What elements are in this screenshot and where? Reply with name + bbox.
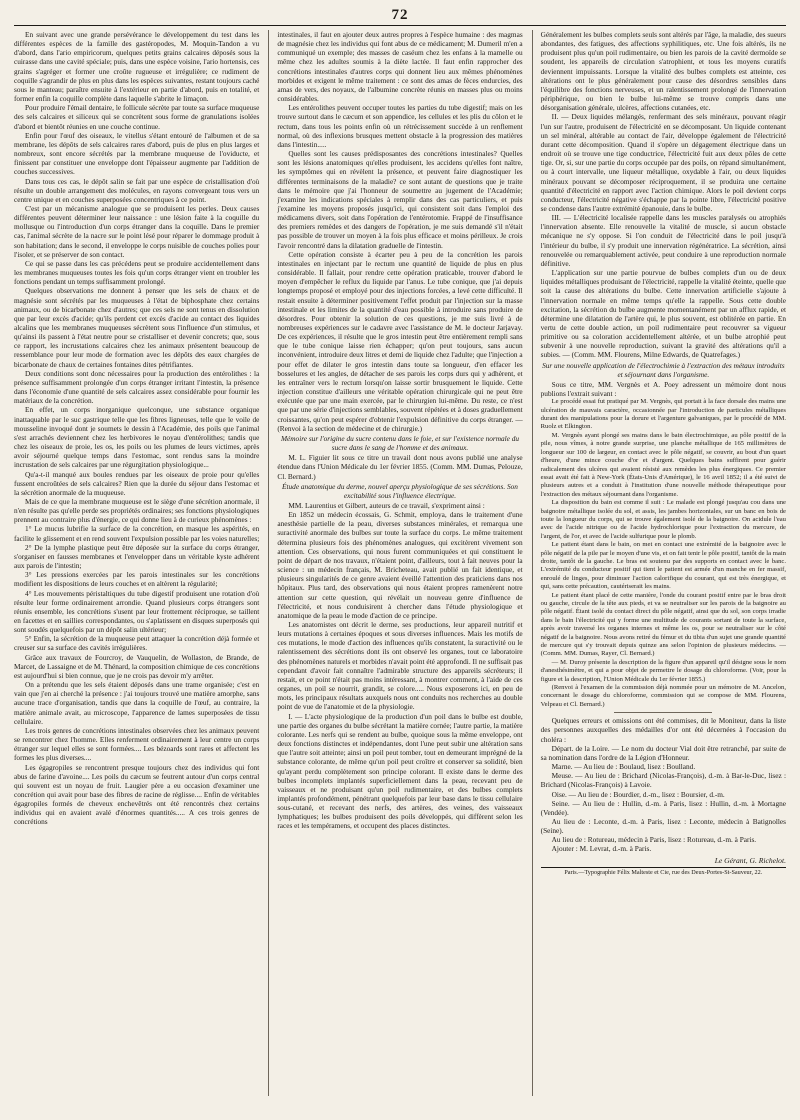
list-item: Oise. — Au lieu de : Bourdier, d.-m., lisez : Boursier, d.-m. bbox=[551, 789, 725, 799]
paragraph: Cette opération consiste à écarter peu à peu de la concrétion les parois intestinales en injectant par le rectum une quantité de liquide de plus en plus considérable. Il fallait, pour rendre cette opération praticable, trouver d'abord le moyen d'empêcher le reflux du liquide par l'anus. Le tube conique, que j'ai depuis longtemps proposé et employé pour des injections forcées, a levé cette difficulté. Il restait ensuite à déterminer positivement l'effet produit par l'injection sur la masse intestinale et les limites de la quantité d'eau possible à introduire sans produire de désordres. Pour obtenir la solution de ces questions, je me suis livré à de nombreuses expériences sur le cadavre avec l'assistance de M. le docteur Jarjavay. De ces expériences, il résulte que le gros intestin peut être entièrement rempli sans que le tube conique laisse rien échapper; qu'on peut toujours, sans aucun inconvénient, introduire deux litres et demi de liquide chez l'adulte; que l'injection a pour effet de dilater le gros intestin dans toute sa longueur, d'en effacer les bosselures et les angles, de détacher de ses parois les corps durs qui y adhèrent, et les entraîner vers le rectum lorsqu'on laisse sortir brusquement le liquide. Cette injection constitue d'ailleurs une véritable opération chirurgicale qui ne peut être exécutée que par une main exercée, par le chirurgien lui-même. Du reste, ce n'est que par une série d'injections semblables, souvent répétées et à doses graduellement croissantes, qu'on peut espérer d'obtenir l'expulsion définitive du corps étranger. — (Renvoi à la section de médecine et de chirurgie.) bbox=[277, 249, 523, 433]
paragraph: Mais de ce que la membrane muqueuse est le siège d'une sécrétion anormale, il n'en résulte pas qu'elle perde ses propriétés ordinaires; ses fonctions physiologiques prennent au contraire plus d'énergie, ce qui donne lieu à de curieux phénomènes : bbox=[14, 496, 260, 525]
top-rule bbox=[14, 25, 786, 26]
section-heading: Sur une nouvelle application de l'électrochimie à l'extraction des métaux introduits et séjournant dans l'organisme. bbox=[542, 360, 785, 379]
paragraph: En suivant avec une grande persévérance le développement du test dans les différentes espèces de la famille des gastéropodes, M. Moquin-Tandon a vu d'abord, dans l'ario empiricorum, quelques petits grains calcaires déposés sous la cuirasse dans une cavité spéciale; puis, dans une espèce voisine, l'ario hortensis, ces grains s'agréger et former une croûte rugueuse et irrégulière; ce rudiment de coquille s'agrandir de plus en plus dans les espèces suivantes, restant toujours caché sous le manteau; paraître ensuite à l'extérieur en partie d'abord, puis en totalité, et former enfin la coquille complète dans laquelle s'abrite le limaçon. bbox=[14, 30, 260, 104]
column-1 bbox=[14, 30, 259, 1096]
paragraph: 1° Le mucus lubrifie la surface de la concrétion, en masque les aspérités, en facilite le glissement et en rend souvent l'expulsion possible par les voies naturelles; bbox=[14, 524, 260, 543]
paragraph: Les anatomistes ont décrit le derme, ses productions, leur appareil nutritif et leurs mutations à certaines époques et sous diverses influences. Mais les motifs de ces mutations, le mode d'action des influences qu'ils constatent, la suractivité ou le ralentissement des sécrétions dont ils ont observé les organes, tout ce laboratoire des phénomènes naturels et morbides n'avait point été approfondi. Il ne suffisait pas cependant d'avoir fait connaître l'admirable structure des appareils sécréteurs; il restait, et ce point n'était pas moins intéressant, à montrer comment, à l'aide de ces organes, un poil se nourrit, grandit, se colore..... Nous exposerons ici, en peu de mots, les principaux résultats auxquels nous ont conduits nos recherches au double point de vue de l'anatomie et de la physiologie. bbox=[277, 620, 523, 712]
paragraph: 2° De la lymphe plastique peut être déposée sur la surface du corps étranger, s'organiser en fausses membranes et l'envelopper dans un véritable kyste adhérent aux parois de l'intestin; bbox=[14, 542, 260, 571]
paragraph: Quelques observations me donnent à penser que les sels de chaux et de magnésie sont sécrétés par les muqueuses à l'état de biphosphate chez certains animaux, ou de bicarbonate chez d'autres; que ces sels ne sont tenus en dissolution que par leur excès d'acide; qu'ils perdent cet excès d'acide au contact des liquides alcalins que les membranes muqueuses sécrètent sous l'influence d'un stimulus, et qu'ainsi ils passent à l'état neutre pour se cristalliser et devenir concrets; que, sous ce rapport, les incrustations calcaires chez les animaux présentent beaucoup de ressemblance pour leur mode de formation avec les dépôts des eaux chargées de bicarbonate de chaux de certaines fontaines dites pétrifiantes. bbox=[14, 286, 260, 369]
paragraph: Généralement les bulbes complets seuls sont altérés par l'âge, la maladie, des sueurs abondantes, des fatigues, des affections syphilitiques, etc. Une fois altérés, ils ne produisent plus qu'un poil rudimentaire, ou bien les parois de la cavité dermoïde se soudent, les appareils de circulation s'atrophient, et tous les moyens curatifs deviennent impuissants. Lorsque la vitalité des bulbes complets est atteinte, ces altérations ont le plus généralement pour cause des désordres sensibles dans l'équilibre des fonctions nerveuses, et un ralentissement prolongé de l'innervation périphérique, ou bien le bulbe lui-même se trouve compris dans une désorganisation générale, ulcères, affections cutanées, etc. bbox=[540, 30, 786, 113]
paragraph: II. — Deux liquides mélangés, renfermant des sels minéraux, pouvant réagir l'un sur l'autre, produisent de l'électricité en se décomposant. Un liquide contenant un sel minéral, altérable au contact de l'air, développe également de l'électricité durant cette décomposition. Quand il s'opère un dégagement électrique dans un endroit où se trouve une tige conductrice, l'électricité fuit aux deux pôles de cette tige. Or, si, sur une partie du corps occupée par des poils, on répand simultanément, ou à court intervalle, une liqueur métallique, oxydable à l'air, ou deux liquides minéraux pouvant se décomposer réciproquement, il se produira une certaine quantité d'électricité en rapport avec l'action chimique. Alors le poil devient corps conducteur, l'électricité négative s'échappe par la pointe libre, l'électricité positive se condense dans l'autre extrémité épanouie, dans le bulbe. bbox=[540, 112, 786, 213]
corrections-list bbox=[541, 744, 786, 854]
paragraph: Enfin pour l'œuf des oiseaux, le vitellus s'étant entouré de l'albumen et de sa membrane, les dépôts de sels calcaires rares d'abord, puis de plus en plus larges et nombreux, sont encore sécrétés par la membrane muqueuse de l'oviducte, et finissent par constituer une enveloppe dont l'épaisseur augmente par l'addition de couches successives. bbox=[14, 130, 260, 177]
paragraph: 5° Enfin, la sécrétion de la muqueuse peut attaquer la concrétion déjà formée et creuser sur sa surface des cavités irrégulières. bbox=[14, 634, 260, 653]
list-item: Meuse. — Au lieu de : Brichard (Nicolas-François), d.-m. à Bar-le-Duc, lisez : Brichard (Nicolas-François) à Lavoie. bbox=[540, 771, 786, 790]
paragraph: Deux conditions sont donc nécessaires pour la production des entérolithes : la présence suffisamment prolongée d'un corps étranger irritant l'intestin, la présence dans l'économie d'une quantité de sels calcaires assez considérable pour fournir les matériaux de la concrétion. bbox=[14, 368, 260, 406]
paragraph: M. L. Figuier lit sous ce titre un travail dont nous avons publié une analyse étendue dans l'Union Médicale du 1er février 1855. (Comm. MM. Dumas, Pelouze, Cl. Bernard.) bbox=[277, 453, 523, 481]
paragraph: On a prétendu que les sels étaient déposés dans une trame organisée; c'est en vain que j'en ai cherché la présence : j'ai toujours trouvé une matière amorphe, sans aucune trace d'organisation, tandis que dans la coquille de l'œuf, au contraire, la matière animale avait, au microscope, l'apparence de lames superposées de tissu cellulaire. bbox=[14, 680, 260, 726]
paragraph: M. Vergnès ayant plongé ses mains dans le bain électrochimique, au pôle positif de la pile, nous vîmes, à notre grande surprise, une planche métallique de 165 millimètres de longueur sur 100 de largeur, en contact avec le pôle négatif, se couvrir, au bout d'un quart d'heure, d'une mince couche d'or et d'argent. Quelques bains suffirent pour guérir radicalement des ulcères qui avaient résisté aux remèdes les plus énergiques. Ce premier essai avait été fait à New-York (États-Unis d'Amérique), le 16 avril 1852; il a été suivi de plusieurs autres et a conduit à l'institution d'une nouvelle méthode thérapeutique pour l'extraction des métaux séjournant dans l'organisme. bbox=[540, 431, 786, 498]
list-item: Seine. — Au lieu de : Hullin, d.-m. à Paris, lisez : Hullin, d.-m. à Mortagne (Vendée). bbox=[540, 798, 786, 817]
paragraph: Ce qui se passe dans les cas précédens peut se produire accidentellement dans les membranes muqueuses toutes les fois qu'un corps étranger vient en troubler les fonctions pendant un temps suffisamment prolongé. bbox=[14, 258, 260, 287]
paragraph: Quelles sont les causes prédisposantes des concrétions intestinales? Quelles sont les lésions anatomiques qu'elles produisent, les accidens qu'elles font naître, les symptômes qui en révèlent la présence, et peuvent faire diagnostiquer les différentes terminaisons de la maladie? ce sont autant de questions que je traite dans le mémoire que j'ai l'honneur de soumettre au jugement de l'Académie; j'examine les indications spéciales à remplir dans des cas particuliers, et puis j'examine les moyens proposés jusqu'ici, qui consistent soit dans l'emploi des médicamens divers, soit dans l'opération de l'entérotomie. Frappé de l'insuffisance des premiers remèdes et des dangers de l'opération, je me suis demandé s'il n'était pas possible de trouver un moyen à la fois plus efficace et moins périlleux. Je crois l'avoir rencontré dans la dilatation graduelle de l'intestin. bbox=[277, 149, 523, 250]
paragraph: Sous ce titre, MM. Vergnès et A. Poey adressent un mémoire dont nous publions l'extrait suivant : bbox=[540, 379, 786, 399]
page-number: 72 bbox=[391, 7, 409, 23]
paragraph: En 1852 un médecin écossais, G. Schmit, employa, dans le traitement d'une anesthésie partielle de la peau, diverses substances minérales, et remarqua une suractivité anormale des bulbes sur toute la surface du corps. Le même traitement détermina plusieurs fois des phénomènes analogues, qui excitèrent vivement son attention. Ces observations, qui nous furent communiquées et qui constituent le point de départ de nos travaux, n'étaient point, d'ailleurs, tout à fait neuves pour la science : un médecin français, M. Bricheteau, avait publié un fait identique, et plusieurs singularités de ce genre avaient éveillé l'attention des praticiens dans nos hôpitaux. Plus tard, des observations qui nous étaient propres ramenèrent notre attention sur cette question, qui révélait un nouveau genre d'influence de l'électricité, et nous conduisirent à chercher dans l'étude physiologique et anatomique de la peau le mode d'action de ce principe. bbox=[277, 510, 523, 620]
footer-rule bbox=[541, 867, 786, 868]
paragraph: Le patient étant placé de cette manière, l'onde du courant positif entre par le bras droit ou gauche, circule de la tête aux pieds, et va se neutraliser sur les parois de la baignoire au pôle négatif. Étant isolé du contact direct du pôle négatif, ainsi que du sol, son corps irradie dans le bain l'électricité qui y forme une multitude de courants sortant de toute la surface, après avoir traversé les organes internes et même les os, pour se neutraliser sur le côté négatif de la baignoire. Nous avons retiré du fémur et du tibia d'un sujet une grande quantité de mercure qui s'y trouvait depuis quinze ans selon l'opinion de plusieurs médecins. — (Comm. MM. Dumas, Rayer, Cl. Bernard.) bbox=[540, 591, 786, 658]
paragraph: Qu'a-t-il manqué aux boules rendues par les oiseaux de proie pour qu'elles fussent encroûtées de sels calcaires? Rien que la durée du séjour dans l'estomac et la sécrétion anormale de la muqueuse. bbox=[14, 469, 260, 497]
paragraph: C'est par un mécanisme analogue que se produisent les perles. Deux causes différentes peuvent déterminer leur naissance : une lésion faite à la coquille du mollusque ou l'introduction d'un corps étranger dans la coquille. Dans le premier cas, l'animal sécrète de la nacre sur le point lésé pour réparer le dommage produit à son habitation; dans le second, il enveloppe le corps nuisible de couches polies pour l'isoler, et se préserver de son contact. bbox=[14, 203, 260, 259]
paragraph: En effet, un corps inorganique quelconque, une substance organique inattaquable par le suc gastrique telle que les fibres ligneuses, telle que le voile de mousseline invoqué dont je soumets le dessin à l'Académie, des poils que l'animal s'est arrachés deviennent chez les herbivores le noyau d'entérolithes; tandis que chez les oiseaux de proie, les os, les poils ou les plumes de leurs victimes, après avoir séjourné quelque temps dans l'estomac, sont rendus sans la moindre incrustation de sels calcaires par une régurgitation physiologique... bbox=[14, 405, 260, 470]
paragraph: III. — L'électricité localisée rappelle dans les muscles paralysés ou atrophiés l'innervation absente. Elle renouvelle la vitalité de muscle, si aucun obstacle mécanique ne s'y oppose. Si l'on conduit de l'électricité dans le poil jusqu'à l'intérieur du bulbe, il s'y produit une innervation régénératrice. La sécrétion, ainsi renouvelée ou remarquablement activée, peut conduire à une reproduction normale définitive. bbox=[540, 213, 786, 268]
paragraph: 4° Les mouvements péristaltiques du tube digestif produisent une rotation d'où résulte leur forme ordinairement arrondie. Quand plusieurs corps étrangers sont réunis ensemble, les concrétions s'usent par leur frottement réciproque, se taillent en facettes et en saillies correspondantes, ou s'aplatissent en disques superposés qui sont soudés quelquefois par un dépôt salin ultérieur; bbox=[14, 588, 260, 635]
list-item: Marne. — Au lieu de : Boulaud, lisez : Boulland. bbox=[551, 762, 696, 772]
list-item: Au lieu de : Leconte, d.-m. à Paris, lisez : Leconte, médecin à Batignolles (Seine). bbox=[540, 817, 786, 836]
section-heading: Mémoire sur l'origine du sucre contenu dans le foie, et sur l'existence normale du sucre dans le sang de l'homme et des animaux. bbox=[280, 433, 520, 453]
section-heading: Étude anatomique du derme, nouvel aperçu physiologique de ses sécrétions. Son excitabilité sous l'influence électrique. bbox=[282, 481, 518, 500]
list-item: Au lieu de : Rotureau, médecin à Paris, lisez : Rotureau, d.-m. à Paris. bbox=[551, 835, 757, 845]
paragraph: Pour produire l'émail dentaire, le follicule sécrète par toute sa surface muqueuse des sels calcaires et siliceux qui se concrètent sous forme de granulations isolées d'abord et bientôt réunies en une couche continue. bbox=[14, 103, 260, 131]
paragraph: MM. Laurentius et Gilbert, auteurs de ce travail, s'expriment ainsi : bbox=[288, 500, 485, 510]
list-item: Ajouter : M. Levrat, d.-m. à Paris. bbox=[551, 844, 652, 854]
paragraph: Le patient étant dans le bain, on met en contact une extrémité de la baignoire avec le pôle négatif de la pile par le moyen d'une vis, et on fait tenir le pôle positif, tantôt de la main droite, tantôt de la gauche. Le bras est soutenu par des supports en contact avec le banc. L'extrémité du conducteur positif qui tient le patient est armée d'un manche en fer massif, enroulé de linges, pour diminuer l'action calorifique du courant, qui est très énergique, et qui, sans cette précaution, cautériserait les mains. bbox=[540, 541, 786, 591]
paragraph: La disposition du bain est comme il suit : Le malade est plongé jusqu'au cou dans une baignoire métallique isolée du sol, et assis, les jambes horizontales, sur un banc en bois de toute la longueur du corps, qui se trouve également isolé de la baignoire. On acidule l'eau avec de l'acide nitrique ou de l'acide hydrochlorique pour l'extraction du mercure, de l'argent, de l'or, et avec de l'acide sulfurique pour le plomb. bbox=[540, 499, 786, 540]
paragraph: Les égagropiles se rencontrent presque toujours chez des individus qui font abus de farine d'avoine.... Les poils du cæcum se feutrent autour d'un corps central qui souvent est un noyau de fruit. Laugier père a eu occasion d'examiner une concrétion qui avait pour base des fibres de racine de réglisse.... Enfin de véritables égagropiles formés de cheveux enchevêtrés ont été rencontrés chez certains individus qui en avaient avalé d'énormes quantités..... A ces trois genres de concrétions bbox=[14, 762, 260, 827]
paragraph: intestinales, il faut en ajouter deux autres propres à l'espèce humaine : des magmas de magnésie chez les individus qui font abus de ce médicament; M. Dumeril m'en a communiqué un exemple; des masses de caséum chez les enfans à la mamelle ou même chez les adultes soumis à la diète lactée. Il faut enfin rapprocher des concrétions intestinales d'autres corps qui donnent lieu aux mêmes phénomènes morbides et exigent le même traitement : ce sont des amas de fèces endurcies, des amas de vers, des noyaux, de l'albumine concrète réunis en masses plus ou moins considérables. bbox=[277, 30, 523, 104]
paragraph: (Renvoi à l'examen de la commission déjà nommée pour un mémoire de M. Ancelon, concernant le dosage du chloroforme, commission qui se compose de MM. Flourens, Velpeau et Cl. Bernard.) bbox=[540, 684, 786, 708]
paragraph: Les entérolithes peuvent occuper toutes les parties du tube digestif; mais on les trouve surtout dans le cæcum et son appendice, les cellules et les plis du côlon et le rectum, dans tous les points enfin où un rétrécissement succède à un renflement normal, où des inflexions brusques mettent obstacle à la progression des matières dans l'intestin..... bbox=[277, 103, 523, 149]
paragraph: 3° Les pressions exercées par les parois intestinales sur les concrétions modifient les dispositions de leurs couches et en altèrent la régularité; bbox=[14, 570, 260, 589]
signature: Le Gérant, G. Richelot. bbox=[714, 855, 786, 865]
list-item: Départ. de la Loire. — Le nom du docteur Vial doit être retranché, par suite de sa nomination dans l'ordre de la Légion d'Honneur. bbox=[540, 743, 786, 762]
paragraph: L'application sur une partie pourvue de bulbes complets d'un ou de deux liquides métalliques produisant de l'électricité, rappelle la vitalité éteinte, quelle que soit la cause des altérations du bulbe. Cette innervation artificielle s'ajoute à l'innervation normale en même temps qu'elle la rappelle. Sous cette double excitation, la sécrétion du bulbe augmente momentanément par un afflux rapide, et détermine une dilatation de l'artère qui, le plus souvent, est oblitérée en partie. En vertu de cette double action, un poil rudimentaire peut recouvrer sa vigueur primitive ou sa coloration accidentellement altérée, et un bulbe atrophié peut subvenir à une nouvelle reproduction, suivant la gravité des altérations qu'il a subies. — (Comm. MM. Flourens, Milne Edwards, de Quatrefages.) bbox=[540, 268, 786, 360]
paragraph: Le procédé essai fut pratiqué par M. Vergnès, qui portait à la face dorsale des mains une ulcération de mauvais caractère, occasionnée par l'introduction de particules métalliques durant des manipulations pour la dorure et l'argenture galvaniques, par le procédé de MM. Ruolz et Elkington. bbox=[540, 398, 786, 431]
paragraph: I. — L'acte physiologique de la production d'un poil dans le bulbe est double, une partie des organes du bulbe sécrétant la matière cornée; l'autre partie, la matière colorante. Les nerfs qui se rendent au bulbe, quoique sous la même enveloppe, ont deux fonctions distinctes et indépendantes, dont l'une peut subir une altération sans que l'autre soit atteinte; ainsi un poil peut tomber, tout en demeurant imprégné de la substance colorante, de même qu'un poil peut croître et conserver sa solidité, bien qu'ayant perdu complètement son principe colorant. Il existe dans le derme des bulbes incomplets implantés superficiellement dans la peau, recevant peu de vaisseaux et ne produisant qu'un poil rudimentaire, et des bulbes complets implantés profondément, pénétrant quelquefois par leur base dans le tissu cellulaire sous-cutané, et recevant des nerfs, des artères, des veines, des vaisseaux lymphatiques; les bulbes produisent des poils développés, qui diffèrent selon les races et les tempéramens, et occupent des places distinctes. bbox=[277, 711, 523, 831]
text-columns bbox=[14, 30, 786, 1096]
paragraph: Les trois genres de concrétions intestinales observées chez les animaux peuvent se rencontrer chez l'homme. Elles renferment ordinairement à leur centre un corps étranger sur lequel elles se sont formées.... Les bézoards sont rares et affectent les formes les plus diverses.... bbox=[14, 725, 260, 763]
paragraph: Grâce aux travaux de Fourcroy, de Vauquelin, de Wollaston, de Brande, de Marcet, de Lassaigne et de M. Thénard, la composition chimique de ces concrétions est aujourd'hui si bien connue, que je ne crois pas devoir m'y arrêter. bbox=[14, 652, 260, 680]
section-divider bbox=[614, 712, 712, 713]
paragraph: — M. Duroy présente la description de la figure d'un appareil qu'il désigne sous le nom d'anesthésimètre, et qui a pour objet de permettre le dosage du chloroforme. (Voir, pour la figure et la description, l'Union Médicale du 1er février 1855.) bbox=[540, 658, 786, 683]
printer-imprint: Paris.—Typographie Félix Malteste et Cie, rue des Deux-Portes-St-Sauveur, 22. bbox=[564, 868, 763, 876]
column-3 bbox=[532, 30, 786, 1096]
paragraph: Dans tous ces cas, le dépôt salin se fait par une espèce de cristallisation d'où résulte un double arrangement des molécules, en rayons convergeant tous vers un centre unique et en couches superposées concentriques à ce point. bbox=[14, 176, 260, 204]
column-2 bbox=[268, 30, 522, 1096]
paragraph: Quelques erreurs et omissions ont été commises, dit le Moniteur, dans la liste des personnes auxquelles des médailles d'or ont été décernées à l'occasion du choléra : bbox=[540, 716, 786, 744]
